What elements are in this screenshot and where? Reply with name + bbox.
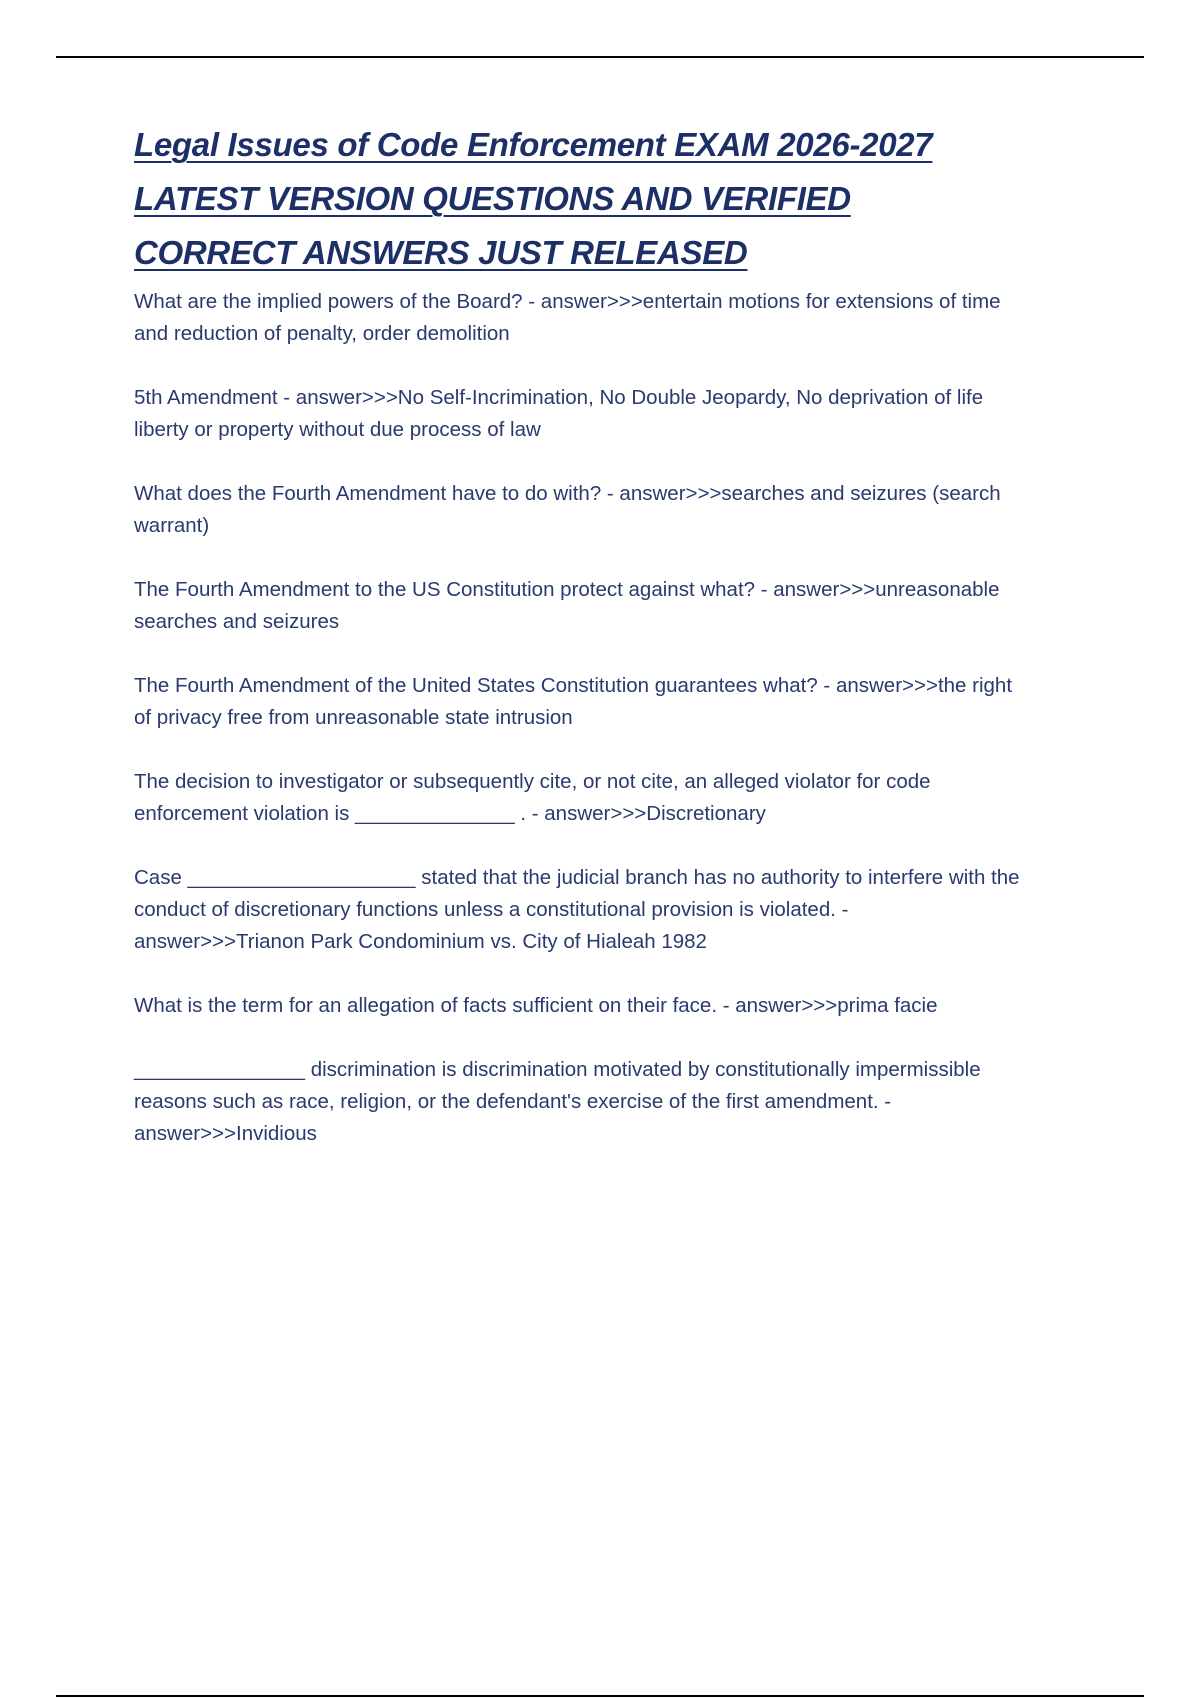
qa-item: What does the Fourth Amendment have to do with? - answer>>>searches and seizures (search warrant)	[134, 482, 1001, 537]
title-line: Legal Issues of Code Enforcement EXAM 2026-2027	[134, 126, 933, 163]
qa-item: The decision to investigator or subsequently cite, or not cite, an alleged violator for code enforcement violation is ______________ . - answer>>>Discretionary	[134, 770, 931, 825]
qa-item: The Fourth Amendment to the US Constitution protect against what? - answer>>>unreasonable searches and seizures	[134, 578, 1000, 633]
question-answer-list	[134, 286, 1034, 1150]
qa-item: _______________ discrimination is discrimination motivated by constitutionally impermissible reasons such as race, religion, or the defendant's exercise of the first amendment. - answer>>>Invidious	[134, 1058, 981, 1145]
qa-item: The Fourth Amendment of the United States Constitution guarantees what? - answer>>>the right of privacy free from unreasonable state intrusion	[134, 674, 1013, 729]
title-line: CORRECT ANSWERS JUST RELEASED	[134, 234, 748, 271]
header-rule	[56, 56, 1144, 58]
qa-item: 5th Amendment - answer>>>No Self-Incrimination, No Double Jeopardy, No deprivation of life liberty or property without due process of law	[134, 386, 984, 441]
title-line: LATEST VERSION QUESTIONS AND VERIFIED	[134, 180, 851, 217]
footer-rule	[56, 1695, 1144, 1697]
qa-item: What are the implied powers of the Board? - answer>>>entertain motions for extensions of time and reduction of penalty, order demolition	[134, 290, 1001, 345]
qa-item: Case ____________________ stated that the judicial branch has no authority to interfere with the conduct of discretionary functions unless a constitutional provision is violated. - answer>>>Trianon Park Condominium vs. City of Hialeah 1982	[134, 866, 1020, 953]
qa-item: What is the term for an allegation of facts sufficient on their face. - answer>>>prima facie	[134, 994, 938, 1017]
document-body	[134, 118, 1034, 1182]
document-title	[134, 118, 1034, 280]
